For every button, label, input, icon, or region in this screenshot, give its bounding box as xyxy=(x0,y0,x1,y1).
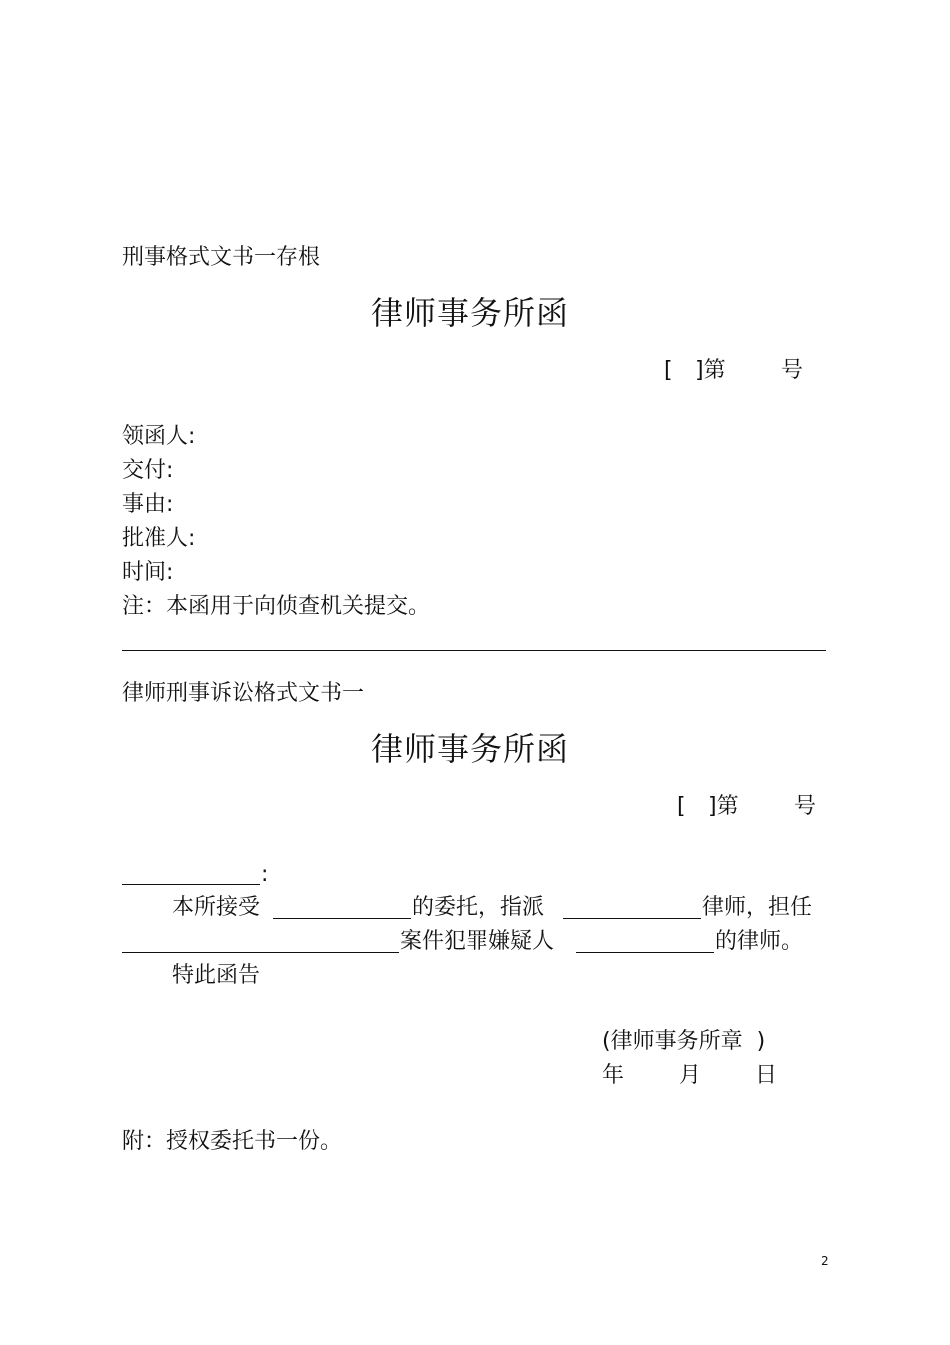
stub-field-recipient: 领函人: xyxy=(122,424,196,449)
letter-bracket-left: [ xyxy=(677,794,686,819)
date-month: 月 xyxy=(679,1063,702,1088)
letter-header: 律师刑事诉讼格式文书一 xyxy=(122,681,365,706)
line1-accept: 本所接受 xyxy=(172,895,261,920)
client-blank[interactable] xyxy=(273,918,411,919)
addressee-blank[interactable] xyxy=(122,884,260,885)
stub-bracket-left: [ xyxy=(664,358,673,383)
page-number: 2 xyxy=(821,1254,829,1268)
suspect-blank[interactable] xyxy=(576,952,714,953)
stub-note: 注：本函用于向侦查机关提交。 xyxy=(122,594,431,619)
letter-title: 律师事务所函 xyxy=(371,730,570,768)
seal-label: (律师事务所章 ) xyxy=(602,1029,766,1054)
case-blank[interactable] xyxy=(122,952,399,953)
stub-field-delivery: 交付: xyxy=(122,458,174,483)
closing: 特此函告 xyxy=(172,963,261,988)
line1-lawyer: 律师，担任 xyxy=(702,895,813,920)
section-divider xyxy=(122,650,826,651)
date-day: 日 xyxy=(755,1063,778,1088)
attachment-note: 附：授权委托书一份。 xyxy=(122,1129,343,1154)
letter-bracket-right: ]第 xyxy=(708,794,739,819)
date-year: 年 xyxy=(602,1063,625,1088)
lawyer-blank[interactable] xyxy=(563,918,701,919)
addressee-colon: : xyxy=(261,862,269,887)
stub-hao: 号 xyxy=(781,358,804,383)
stub-header: 刑事格式文书一存根 xyxy=(122,245,321,270)
stub-bracket-right: ]第 xyxy=(695,358,726,383)
stub-field-approver: 批准人: xyxy=(122,526,196,551)
line2-suspect: 案件犯罪嫌疑人 xyxy=(400,929,555,954)
stub-field-time: 时间: xyxy=(122,560,174,585)
stub-title: 律师事务所函 xyxy=(371,294,570,332)
line2-lawyer: 的律师。 xyxy=(715,929,804,954)
letter-hao: 号 xyxy=(794,794,817,819)
stub-field-reason: 事由: xyxy=(122,492,174,517)
line1-entrust: 的委托，指派 xyxy=(412,895,545,920)
